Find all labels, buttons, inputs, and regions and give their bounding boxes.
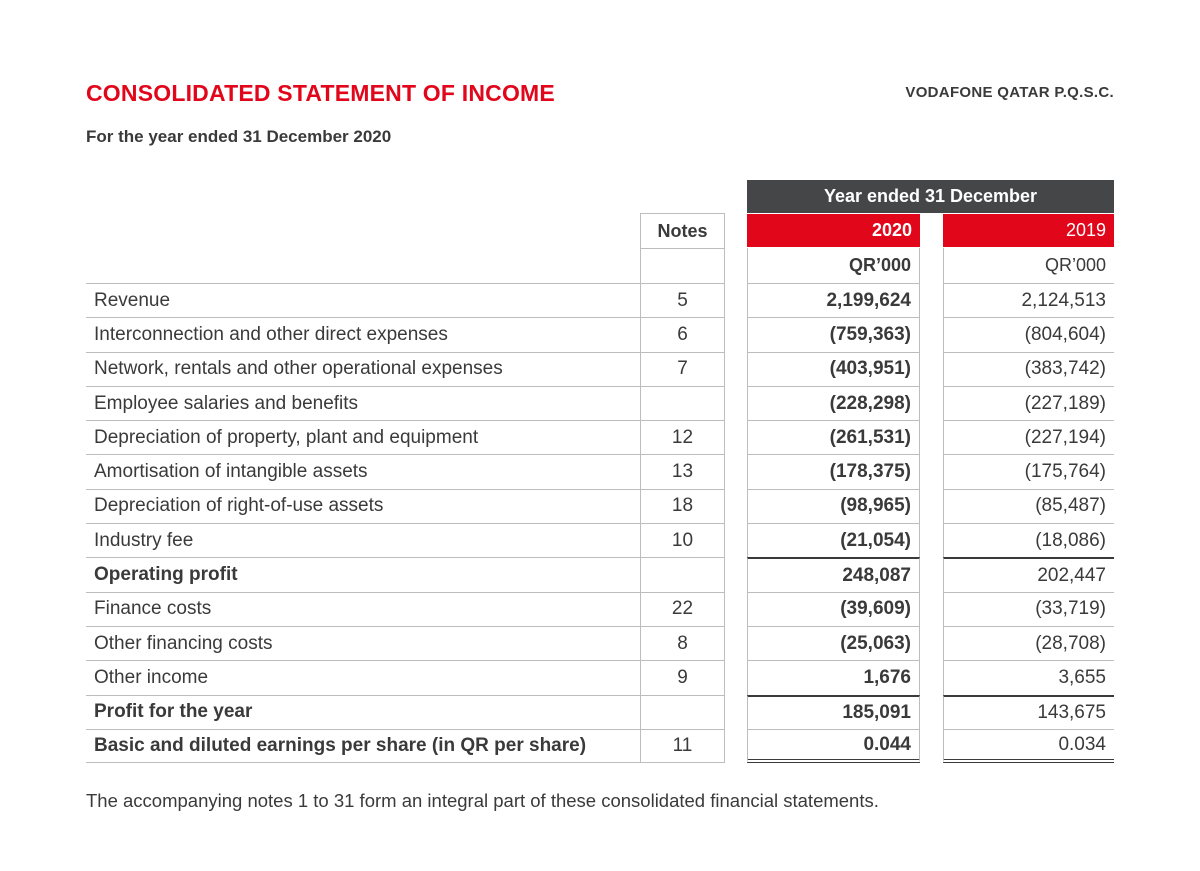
row-value-2020: 0.044 (747, 729, 920, 763)
table-row (86, 386, 1114, 420)
row-value-2019: (383,742) (943, 352, 1114, 386)
row-label: Industry fee (86, 523, 640, 557)
row-label: Interconnection and other direct expenses (86, 317, 640, 351)
row-value-2020: 1,676 (747, 660, 920, 694)
table-row-eps (86, 729, 1114, 763)
row-note (640, 557, 725, 591)
row-label: Revenue (86, 283, 640, 317)
footnote: The accompanying notes 1 to 31 form an integral part of these consolidated financial statements. (86, 790, 879, 811)
row-label: Basic and diluted earnings per share (in QR per share) (86, 729, 640, 763)
table-row (86, 489, 1114, 523)
row-value-2019: 202,447 (943, 557, 1114, 591)
column-header-2019: 2019 (943, 214, 1114, 247)
row-value-2020: (261,531) (747, 420, 920, 454)
row-value-2019: 2,124,513 (943, 283, 1114, 317)
row-value-2019: (227,194) (943, 420, 1114, 454)
row-value-2019: (33,719) (943, 592, 1114, 626)
row-label: Amortisation of intangible assets (86, 454, 640, 488)
page-title: CONSOLIDATED STATEMENT OF INCOME (86, 80, 555, 106)
row-label: Employee salaries and benefits (86, 386, 640, 420)
table-row (86, 420, 1114, 454)
table-row (86, 283, 1114, 317)
row-note: 7 (640, 352, 725, 386)
row-value-2020: 2,199,624 (747, 283, 920, 317)
row-value-2020: (21,054) (747, 523, 920, 557)
row-note: 9 (640, 660, 725, 694)
row-label: Other financing costs (86, 626, 640, 660)
unit-label-2020: QR’000 (747, 248, 920, 283)
company-name: VODAFONE QATAR P.Q.S.C. (905, 84, 1114, 101)
row-value-2019: 143,675 (943, 695, 1114, 729)
row-label: Finance costs (86, 592, 640, 626)
income-statement-table (86, 283, 1114, 763)
page-subtitle: For the year ended 31 December 2020 (86, 127, 392, 146)
table-row (86, 660, 1114, 694)
table-row (86, 352, 1114, 386)
year-ended-header: Year ended 31 December (747, 180, 1114, 213)
row-value-2020: (759,363) (747, 317, 920, 351)
row-value-2020: (228,298) (747, 386, 920, 420)
row-label: Network, rentals and other operational expenses (86, 352, 640, 386)
row-label: Operating profit (86, 557, 640, 591)
row-value-2019: 0.034 (943, 729, 1114, 763)
row-note: 11 (640, 729, 725, 763)
table-row-profit-for-year (86, 695, 1114, 729)
column-header-2020: 2020 (747, 214, 920, 247)
row-value-2019: (28,708) (943, 626, 1114, 660)
row-label: Depreciation of property, plant and equipment (86, 420, 640, 454)
row-value-2020: 248,087 (747, 557, 920, 591)
table-row (86, 592, 1114, 626)
row-value-2019: (85,487) (943, 489, 1114, 523)
table-row (86, 454, 1114, 488)
row-note: 5 (640, 283, 725, 317)
row-note: 6 (640, 317, 725, 351)
row-note: 8 (640, 626, 725, 660)
table-row (86, 523, 1114, 557)
row-value-2020: (39,609) (747, 592, 920, 626)
row-label: Depreciation of right-of-use assets (86, 489, 640, 523)
row-value-2019: (18,086) (943, 523, 1114, 557)
unit-label-2019: QR’000 (943, 248, 1114, 283)
row-value-2020: (98,965) (747, 489, 920, 523)
row-value-2020: (403,951) (747, 352, 920, 386)
row-note (640, 386, 725, 420)
row-label: Other income (86, 660, 640, 694)
table-row (86, 317, 1114, 351)
row-note: 22 (640, 592, 725, 626)
row-value-2019: 3,655 (943, 660, 1114, 694)
table-row (86, 626, 1114, 660)
row-value-2020: (178,375) (747, 454, 920, 488)
row-value-2019: (175,764) (943, 454, 1114, 488)
row-value-2019: (227,189) (943, 386, 1114, 420)
row-value-2020: (25,063) (747, 626, 920, 660)
row-label: Profit for the year (86, 695, 640, 729)
notes-unit-cell (640, 248, 725, 283)
row-note: 13 (640, 454, 725, 488)
row-note: 12 (640, 420, 725, 454)
row-note: 18 (640, 489, 725, 523)
row-note: 10 (640, 523, 725, 557)
row-value-2019: (804,604) (943, 317, 1114, 351)
row-value-2020: 185,091 (747, 695, 920, 729)
row-note (640, 695, 725, 729)
notes-column-header: Notes (640, 213, 725, 248)
table-row-operating-profit (86, 557, 1114, 591)
